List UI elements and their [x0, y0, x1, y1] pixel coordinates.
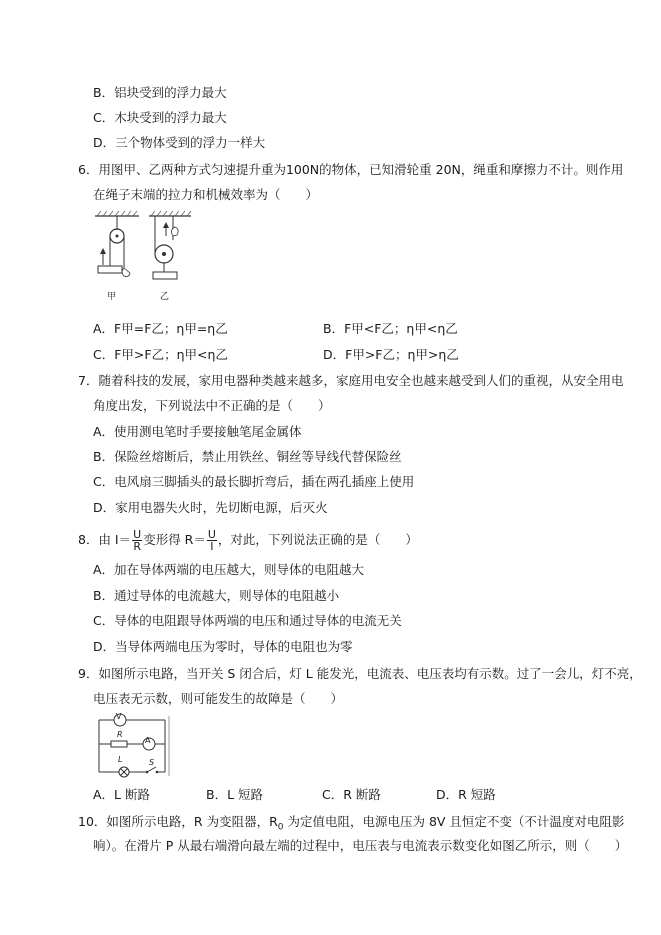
q9-fig-ammeter-label: A — [145, 736, 151, 745]
q10-stem-subscript: 0 — [277, 822, 284, 833]
q8-stem-suffix: ，对此，下列说法正确的是（ ） — [217, 532, 418, 547]
q8-option-b: B．通过导体的电流越大，则导体的电阻越小 — [93, 588, 340, 603]
q6-option-a: A．F甲=F乙；η甲=η乙 — [93, 321, 228, 336]
q6-option-d: D．F甲>F乙；η甲>η乙 — [323, 347, 459, 362]
q7-option-c: C．电风扇三脚插头的最长脚折弯后，插在两孔插座上使用 — [93, 474, 415, 489]
q5-option-c: C．木块受到的浮力最大 — [93, 110, 227, 125]
q9-circuit-figure — [93, 710, 175, 780]
q7-option-a: A．使用测电笔时手要接触笔尾金属体 — [93, 424, 302, 439]
q9-option-b: B．L 短路 — [206, 787, 264, 802]
q5-option-b: B．铝块受到的浮力最大 — [93, 85, 227, 100]
q6-fig-label-yi: 乙 — [160, 292, 170, 302]
q9-fig-lamp-label: L — [118, 755, 123, 764]
q6-option-b: B．F甲<F乙；η甲<η乙 — [323, 321, 458, 336]
q9-option-a: A．L 断路 — [93, 787, 150, 802]
q8-stem-prefix: 8．由 I＝ — [78, 532, 132, 547]
q10-stem-line2: 响）。在滑片 P 从最右端滑向最左端的过程中，电压表与电流表示数变化如图乙所示，则（ ） — [93, 838, 628, 853]
q10-stem-part2: 为定值电阻，电源电压为 8V 且恒定不变（不计温度对电阻影 — [283, 814, 625, 829]
q6-option-c: C．F甲>F乙；η甲<η乙 — [93, 347, 228, 362]
q8-stem-mid: 变形得 R＝ — [143, 532, 206, 547]
q9-fig-resistor-label: R — [117, 730, 123, 739]
q7-option-d: D．家用电器失火时，先切断电源，后灭火 — [93, 500, 328, 515]
q9-fig-switch-label: S — [149, 758, 155, 767]
q10-stem-part1: 10．如图所示电路，R 为变阻器，R — [78, 814, 278, 829]
q8-frac1-num: U — [133, 528, 142, 541]
q8-option-a: A．加在导体两端的电压越大，则导体的电阻越大 — [93, 562, 365, 577]
q9-option-d: D．R 短路 — [436, 787, 496, 802]
q8-frac2-num: U — [207, 528, 216, 541]
q8-frac2-den: I — [210, 540, 214, 553]
q8-option-d: D．当导体两端电压为零时，导体的电阻也为零 — [93, 639, 353, 654]
q6-fig-label-jia: 甲 — [107, 292, 117, 302]
q9-option-c: C．R 断路 — [322, 787, 381, 802]
q5-option-d: D．三个物体受到的浮力一样大 — [93, 135, 266, 150]
q7-option-b: B．保险丝熔断后，禁止用铁丝、铜丝等导线代替保险丝 — [93, 449, 402, 464]
q7-stem-line2: 角度出发，下列说法中不正确的是（ ） — [93, 398, 331, 413]
q9-stem-line1: 9．如图所示电路，当开关 S 闭合后，灯 L 能发光，电流表、电压表均有示数。过了一会儿，灯不亮， — [78, 666, 642, 681]
q8-frac1-den: R — [133, 540, 141, 553]
q8-formula-i — [132, 529, 142, 552]
q6-stem-line2: 在绳子末端的拉力和机械效率为（ ） — [93, 187, 319, 202]
q8-formula-r — [207, 529, 217, 552]
q9-fig-voltmeter-label: V — [116, 712, 122, 721]
q8-option-c: C．导体的电阻跟导体两端的电压和通过导体的电流无关 — [93, 613, 402, 628]
q10-stem-line1 — [78, 814, 624, 836]
q7-stem-line1: 7．随着科技的发展，家用电器种类越来越多，家庭用电安全也越来越受到人们的重视，从安全用电 — [78, 373, 624, 388]
q8-stem — [78, 528, 418, 552]
q9-stem-line2: 电压表无示数，则可能发生的故障是（ ） — [93, 691, 344, 706]
q6-stem-line1: 6．用图甲、乙两种方式匀速提升重为100N的物体，已知滑轮重 20N，绳重和摩擦力不计。则作用 — [78, 162, 624, 177]
